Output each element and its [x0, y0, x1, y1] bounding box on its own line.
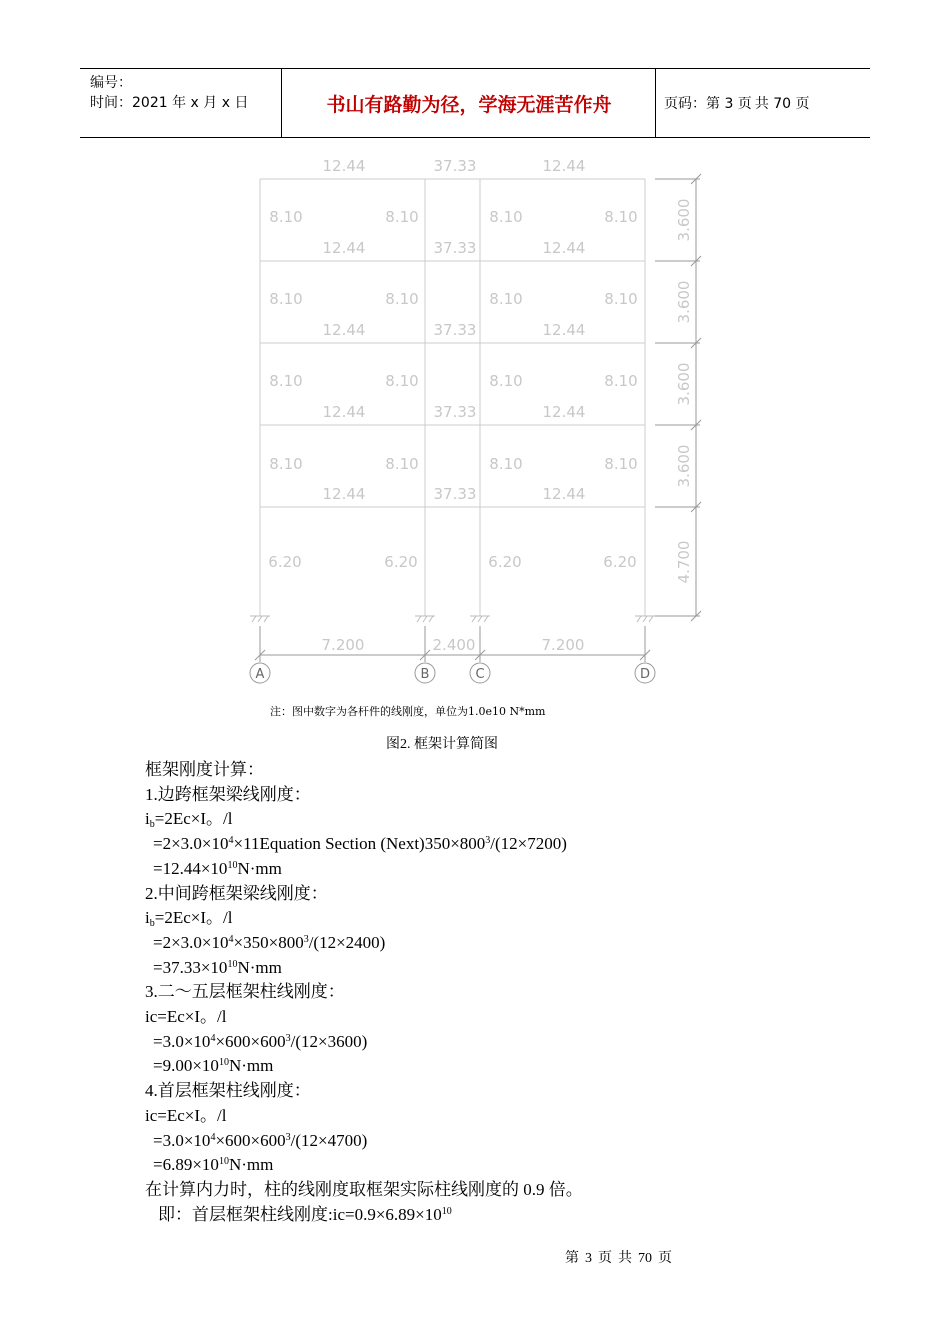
column-label: 8.10	[385, 290, 419, 308]
page-label: 页码：第 3 页	[664, 96, 752, 112]
column-label: 8.10	[385, 455, 419, 473]
story-height: 4.700	[675, 540, 693, 584]
column-label: 6.20	[603, 553, 637, 571]
beam-label: 12.44	[542, 239, 586, 257]
time-label: 时间：2021 年 x 月 x 日	[90, 95, 249, 111]
figure-caption: 图2. 框架计算简图	[386, 737, 498, 752]
text-line: 框架刚度计算：	[145, 760, 264, 779]
column-label: 8.10	[269, 455, 303, 473]
beam-label: 12.44	[322, 157, 366, 175]
beam-label: 12.44	[542, 321, 586, 339]
beam-label: 12.44	[322, 485, 366, 503]
axis-label: B	[420, 667, 430, 682]
number-label: 编号：	[90, 75, 132, 91]
axis-label: D	[639, 667, 651, 682]
text-line: $i_b=2Ec\times I$。/l	[145, 809, 233, 831]
calculation-text	[145, 758, 583, 1227]
beam-label: 37.33	[433, 403, 477, 421]
column-label: 6.20	[384, 553, 418, 571]
beam-label: 12.44	[322, 403, 366, 421]
text-line: $=37.33\times 10^{10}N\cdot mm$	[153, 957, 282, 977]
footer-text: 第	[565, 1251, 579, 1266]
header-page	[664, 69, 813, 137]
text-line: ic=Ec×I。/l	[145, 1105, 227, 1125]
span-labels	[322, 636, 585, 654]
column-label: 8.10	[489, 208, 523, 226]
axis-label: C	[475, 667, 485, 682]
column-label: 8.10	[489, 455, 523, 473]
story-height: 3.600	[675, 362, 693, 406]
text-line: 4.首层框架柱线刚度：	[145, 1081, 311, 1101]
column-label: 8.10	[269, 372, 303, 390]
span-length: 2.400	[432, 636, 476, 654]
column-label: 8.10	[385, 208, 419, 226]
text-line: $i_b=2Ec\times I$。/l	[145, 908, 233, 930]
column-label: 8.10	[604, 455, 638, 473]
text-line: 1.边跨框架梁线刚度：	[145, 784, 311, 804]
figure-note: 注：图中数字为各杆件的线刚度，单位为1.0e10 N*mm	[270, 705, 546, 718]
beam-label: 37.33	[433, 485, 477, 503]
column-label: 8.10	[489, 290, 523, 308]
text-line: $=2\times 3.0\times 10^4\times 350\times 800^3/(12\times 2400)$	[153, 932, 386, 952]
total-label: 共 70 页	[754, 96, 810, 112]
text-line: 即：首层框架柱线刚度$:ic=0.9\times 6.89\times 10^{10}$	[158, 1204, 452, 1224]
text-line: $=2\times 3.0\times 10^4\times 11Equation$ Section $(Next)350\times 800^3/(12\times 7200)$	[153, 834, 567, 854]
story-height: 3.600	[675, 198, 693, 242]
beam-label: 37.33	[433, 239, 477, 257]
text-line: 2.中间跨框架梁线刚度：	[145, 883, 328, 903]
text-line: $=6.89\times 10^{10}N\cdot mm$	[153, 1155, 274, 1175]
header-meta	[90, 73, 248, 113]
footer-total-pages: 70	[638, 1251, 652, 1266]
beam-label: 37.33	[433, 157, 477, 175]
column-label: 6.20	[488, 553, 522, 571]
footer-text: 页	[658, 1251, 672, 1266]
footer-page-number: 3	[585, 1251, 592, 1266]
text-line: $=3.0\times 10^4\times 600\times 600^3/(12\times 4700)$	[153, 1130, 368, 1150]
axis-markers	[250, 663, 655, 683]
footer-text: 页	[598, 1251, 612, 1266]
column-label: 6.20	[268, 553, 302, 571]
column-label: 8.10	[604, 208, 638, 226]
text-line: 在计算内力时，柱的线刚度取框架实际柱线刚度的 0.9 倍。	[145, 1179, 583, 1199]
column-label: 8.10	[269, 208, 303, 226]
beam-label: 12.44	[542, 157, 586, 175]
beam-label: 12.44	[322, 321, 366, 339]
header-divider	[655, 69, 656, 137]
beam-labels	[323, 157, 586, 503]
span-length: 7.200	[541, 636, 585, 654]
text-line: $=9.00\times 10^{10}N\cdot mm$	[153, 1056, 274, 1076]
frame-diagram	[0, 140, 950, 700]
story-height: 3.600	[675, 280, 693, 324]
header-divider	[281, 69, 282, 137]
column-labels	[268, 208, 637, 571]
story-height-labels	[675, 199, 693, 584]
text-line: 3.二～五层框架柱线刚度：	[145, 982, 345, 1002]
beam-label: 37.33	[433, 321, 477, 339]
footer-text: 共	[618, 1251, 632, 1266]
beam-label: 12.44	[542, 403, 586, 421]
beam-label: 12.44	[542, 485, 586, 503]
header-motto: 书山有路勤为径，学海无涯苦作舟	[326, 93, 612, 116]
text-line: ic=Ec×I。/l	[145, 1007, 227, 1027]
column-label: 8.10	[385, 372, 419, 390]
text-line: $=12.44\times 10^{10}N\cdot mm$	[153, 858, 282, 878]
column-label: 8.10	[604, 290, 638, 308]
page-header	[80, 68, 870, 138]
fixed-supports	[250, 616, 655, 622]
column-label: 8.10	[269, 290, 303, 308]
story-height: 3.600	[675, 444, 693, 488]
column-label: 8.10	[489, 372, 523, 390]
beam-label: 12.44	[322, 239, 366, 257]
column-label: 8.10	[604, 372, 638, 390]
axis-label: A	[255, 667, 265, 682]
span-length: 7.200	[321, 636, 365, 654]
page-footer	[565, 1247, 678, 1267]
text-line: $=3.0\times 10^4\times 600\times 600^3/(12\times 3600)$	[153, 1031, 368, 1051]
